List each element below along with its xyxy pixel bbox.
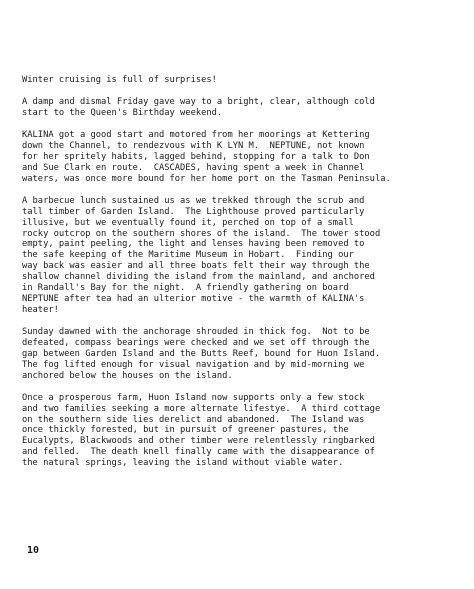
paragraph [22, 327, 468, 382]
text-line: and Sue Clark en route. CASCADES, having spent a week in Channel [22, 162, 365, 173]
text-line: The fog lifted enough for visual navigation and by mid-morning we [22, 359, 365, 370]
text-line: Sunday dawned with the anchorage shrouded in thick fog. Not to be [22, 326, 370, 337]
text-line: and two families seeking a more alternate lifestye. A third cottage [22, 403, 381, 414]
paragraph [22, 196, 468, 316]
text-line: A damp and dismal Friday gave way to a bright, clear, although cold [22, 97, 375, 108]
text-line: gap between Garden Island and the Butts Reef, bound for Huon Island. [22, 348, 381, 359]
text-line: shallow channel dividing the island from the mainland, and anchored [22, 272, 375, 283]
text-line: start to the Queen's Birthday weekend. [22, 108, 223, 118]
text-line: on the southern side lies derelict and abandoned. The Island was [22, 414, 365, 425]
text-line: way back was easier and all three boats felt their way through the [22, 261, 370, 272]
paragraph-list [22, 75, 468, 469]
text-line: Once a prosperous farm, Huon Island now supports only a few stock [22, 392, 365, 403]
text-line: anchored below the houses on the island. [22, 370, 233, 381]
text-line: in Randall's Bay for the night. A friendly gathering on board [22, 283, 349, 294]
text-line: for her spritely habits, lagged behind, stopping for a talk to Don [22, 151, 370, 162]
text-line: the safe keeping of the Maritime Museum in Hobart. Finding our [22, 250, 354, 261]
text-line: empty, paint peeling, the light and lenses having been removed to [22, 239, 365, 250]
text-line: once thickly forested, but in pursuit of greener pastures, the [22, 425, 349, 436]
text-line: waters, was once more bound for her home port on the Tasman Peninsula. [22, 173, 391, 184]
paragraph [22, 75, 468, 86]
text-line: and felled. The death knell finally came with the disappearance of [22, 447, 375, 458]
paragraph [22, 393, 468, 469]
text-line: the natural springs, leaving the island without viable water. [22, 458, 344, 469]
page-number: 10 [27, 545, 40, 556]
paragraph [22, 97, 468, 119]
text-line: tall timber of Garden Island. The Lighthouse proved particularly [22, 206, 365, 217]
text-line: heater! [22, 304, 59, 315]
text-line: Eucalypts, Blackwoods and other timber were relentlessly ringbarked [22, 436, 375, 447]
paragraph [22, 130, 468, 185]
text-line: NEPTUNE after tea had an ulterior motive - the warmth of KALINA's [22, 293, 365, 304]
text-line: A barbecue lunch sustained us as we trekked through the scrub and [22, 195, 365, 206]
text-line: down the Channel, to rendezvous with K LYN M. NEPTUNE, not known [22, 141, 365, 151]
text-line: defeated, compass bearings were checked and we set off through the [22, 337, 370, 348]
text-line: rocky outcrop on the southern shores of the island. The tower stood [22, 228, 381, 239]
text-line: illusive, but we eventually found it, perched on top of a small [22, 217, 354, 228]
text-line: KALINA got a good start and motored from her moorings at Kettering [22, 130, 370, 141]
article-body [22, 75, 468, 480]
text-line: Winter cruising is full of surprises! [22, 75, 217, 85]
